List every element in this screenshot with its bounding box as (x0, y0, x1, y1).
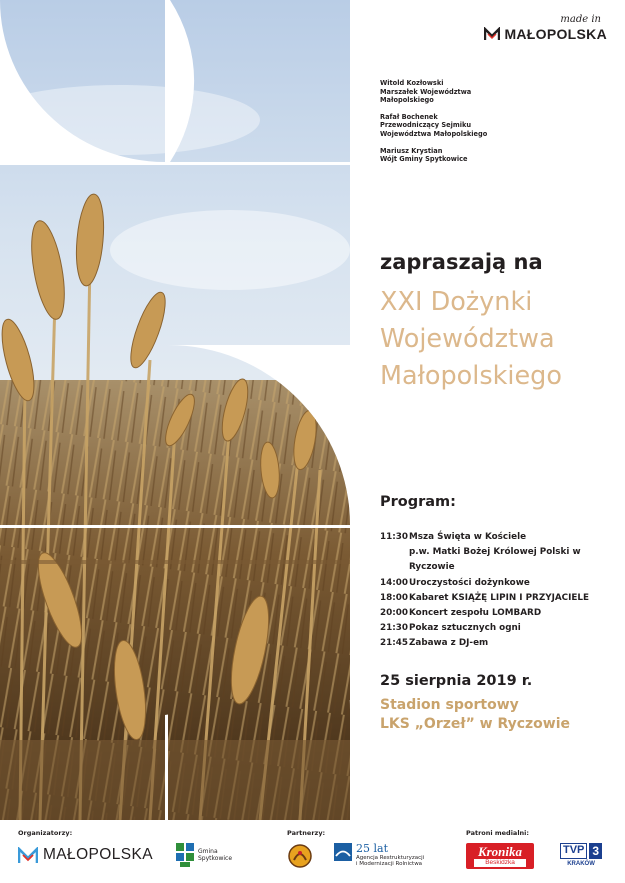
signer-role: Województwa Małopolskiego (380, 129, 488, 138)
program-desc: Koncert zespołu LOMBARD (409, 608, 542, 619)
venue-line: LKS „Orzeł” w Ryczowie (380, 716, 571, 732)
gmina-text: Gmina (198, 848, 218, 855)
tvp-text: TVP (560, 843, 587, 859)
signer-name: Mariusz Krystian (380, 146, 443, 155)
arimr-text: Agencja Restrukturyzacji (356, 855, 425, 861)
malopolska-logo (18, 846, 153, 864)
program-desc: Kabaret KSIĄŻĘ LIPIN I PRZYJACIELE (409, 592, 590, 603)
tvp-city: KRAKÓW (567, 861, 595, 867)
signer-name: Rafał Bochenek (380, 112, 438, 121)
program-item (380, 591, 625, 606)
program-item (380, 606, 625, 621)
arimr-icon (334, 843, 352, 861)
arimr-text: i Modernizacji Rolnictwa (356, 861, 423, 867)
program-desc-line: p.w. Matki Bożej Królowej Polski w Ryczowie (409, 547, 581, 573)
program-desc (409, 530, 625, 576)
event-title-line: Województwa (380, 324, 555, 354)
media-label: Patroni medialni: (466, 829, 530, 837)
program-item (380, 636, 625, 651)
program-heading: Program: (380, 494, 456, 510)
program-desc: Uroczystości dożynkowe (409, 577, 530, 588)
event-title (380, 284, 562, 395)
signers-block (380, 79, 487, 172)
malopolska-logo-text: MAŁOPOLSKA (43, 846, 153, 863)
kronika-text: Kronika (477, 844, 523, 859)
program-time: 21:30 (380, 623, 409, 634)
gmina-spytkowice-logo (176, 843, 232, 867)
program-item (380, 530, 625, 576)
program-time: 21:45 (380, 638, 409, 649)
program-time: 18:00 (380, 592, 409, 603)
malopolska-m-icon (18, 847, 38, 864)
venue-line: Stadion sportowy (380, 697, 519, 713)
program-time: 20:00 (380, 608, 409, 619)
signer (380, 113, 487, 139)
program-item (380, 621, 625, 636)
program-item (380, 576, 625, 591)
arimr-years: 25 lat (356, 842, 388, 855)
signer-role: Przewodniczący Sejmiku (380, 121, 472, 130)
gmina-text: Spytkowice (198, 855, 233, 862)
program-desc-line: Msza Święta w Kościele (409, 532, 527, 542)
organizers-label: Organizatorzy: (18, 829, 73, 837)
invite-lead: zapraszają na (380, 250, 543, 274)
kronika-beskidzka-logo (466, 843, 534, 869)
program-time: 14:00 (380, 577, 409, 588)
brand-name: MAŁOPOLSKA (504, 26, 607, 42)
kronika-sub-text: Beskidzka (474, 859, 526, 867)
malopolska-m-icon (484, 27, 500, 41)
signer (380, 147, 487, 164)
event-venue (380, 696, 570, 734)
signer-role: Wójt Gminy Spytkowice (380, 155, 468, 164)
tvp-number: 3 (589, 843, 602, 859)
program-time: 11:30 (380, 532, 409, 542)
program-desc: Zabawa z DJ-em (409, 638, 489, 649)
event-title-line: Małopolskiego (380, 361, 562, 391)
signer (380, 79, 487, 105)
made-in-malopolska-logo (484, 14, 607, 42)
signer-role: Małopolskiego (380, 96, 434, 105)
partners-label: Partnerzy: (287, 829, 326, 837)
arimr-logo (334, 843, 424, 867)
tvp3-krakow-logo (560, 843, 602, 867)
program-desc: Pokaz sztucznych ogni (409, 623, 521, 634)
event-date: 25 sierpnia 2019 r. (380, 673, 533, 689)
signer-role: Marszałek Województwa (380, 87, 472, 96)
event-title-line: XXI Dożynki (380, 287, 533, 317)
program-list (380, 530, 625, 652)
gmina-crest-icon (176, 843, 194, 867)
signer-name: Witold Kozłowski (380, 79, 444, 87)
made-in-text: made in (560, 14, 601, 25)
partner-emblem-icon (288, 844, 312, 868)
